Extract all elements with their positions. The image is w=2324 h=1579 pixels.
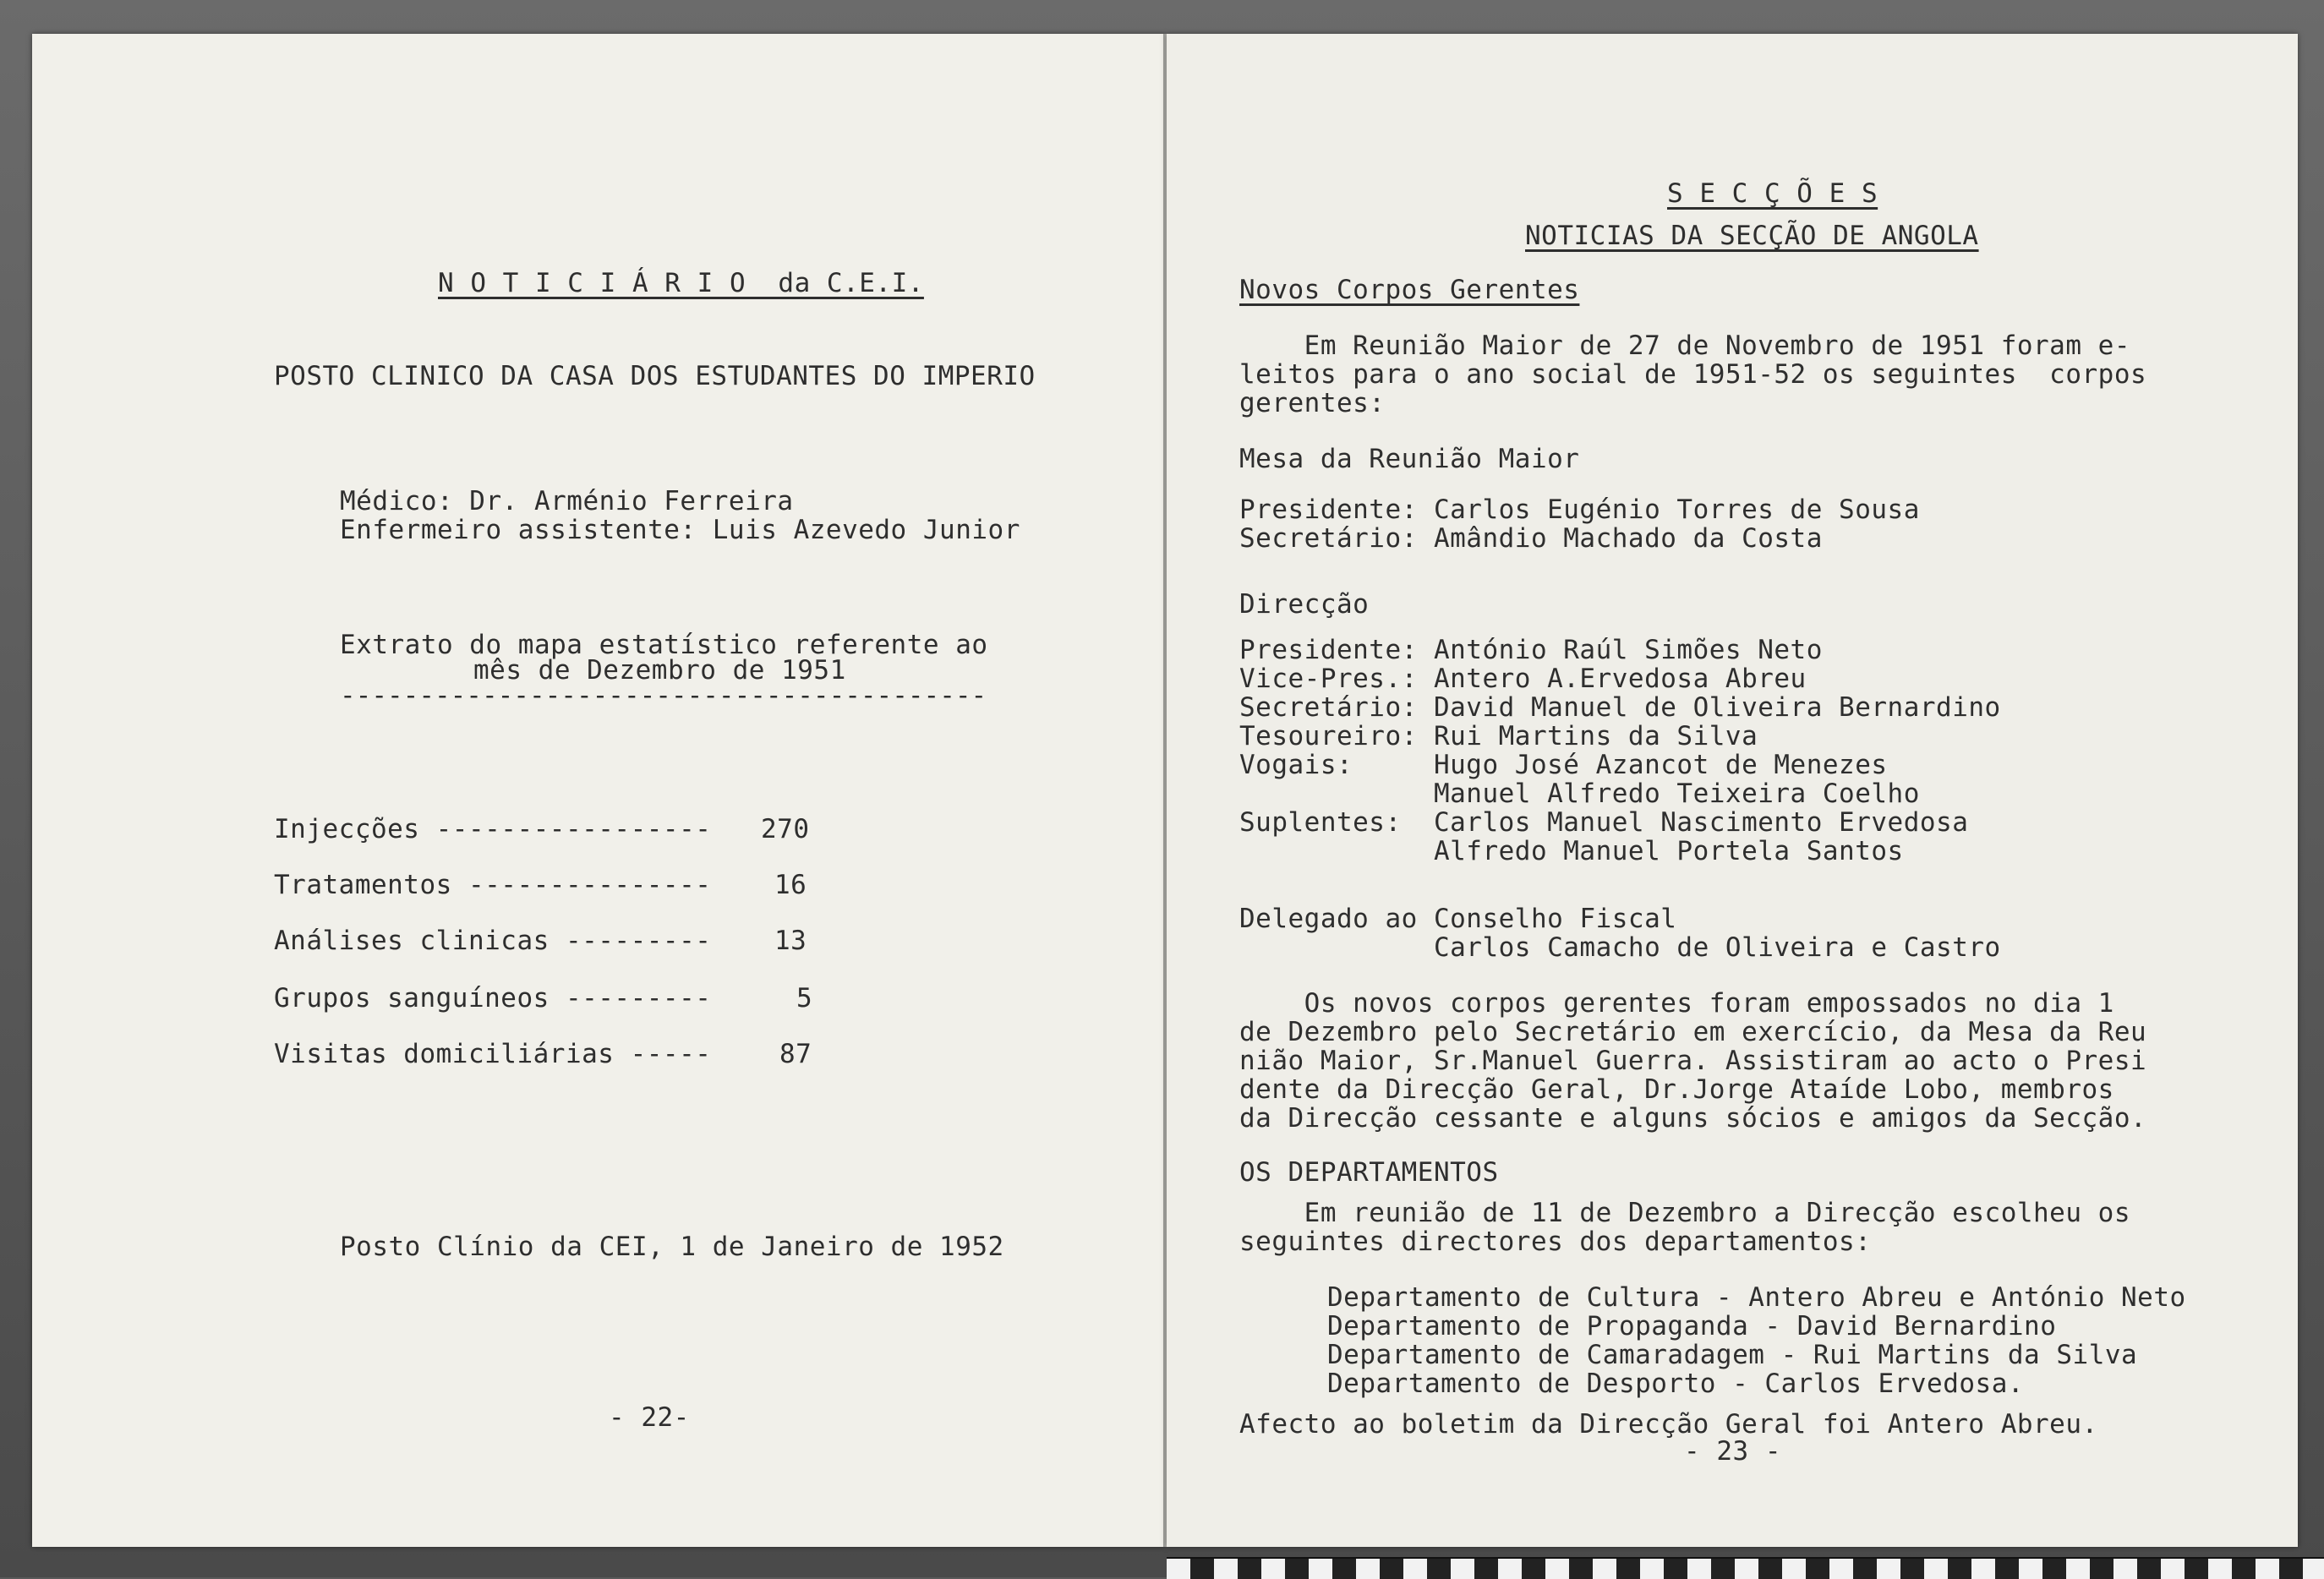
section-title: S E C Ç Õ E S [1667,178,1878,209]
stat-value: 87 [779,1039,812,1069]
clinic-heading: POSTO CLINICO DA CASA DOS ESTUDANTES DO IMPERIO [274,361,1036,391]
mesa-line: Presidente: Carlos Eugénio Torres de Sousa [1239,494,1920,525]
direccao-line: Secretário: David Manuel de Oliveira Bernardino [1239,692,2001,723]
page-number: - 23 - [1684,1436,1781,1467]
delegado-line: Delegado ao Conselho Fiscal [1239,904,1677,934]
direccao-line: Alfredo Manuel Portela Santos [1239,836,1904,866]
intro-line: Em Reunião Maior de 27 de Novembro de 1951 foram e- [1239,331,2130,361]
afecto-line: Afecto ao boletim da Direcção Geral foi Antero Abreu. [1239,1409,2098,1440]
stat-label: Grupos sanguíneos --------- [274,983,712,1014]
empossados-line: de Dezembro pelo Secretário em exercício, da Mesa da Reu [1239,1017,2147,1047]
direccao-line: Tesoureiro: Rui Martins da Silva [1239,721,1758,751]
stat-value: 16 [774,870,807,900]
departamento-line: Departamento de Desporto - Carlos Ervedosa. [1327,1369,2025,1399]
mesa-line: Secretário: Amândio Machado da Costa [1239,523,1823,554]
departamentos-intro: Em reunião de 11 de Dezembro a Direcção escolheu os [1239,1198,2130,1228]
departamentos-intro: seguintes directores dos departamentos: [1239,1227,1872,1257]
direccao-title: Direcção [1239,589,1370,620]
staff-line: Enfermeiro assistente: Luis Azevedo Junior [340,515,1020,545]
stat-value: 5 [796,983,813,1014]
direccao-line: Vice-Pres.: Antero A.Ervedosa Abreu [1239,664,1807,694]
staff-line: Médico: Dr. Arménio Ferreira [340,486,794,516]
extract-line: mês de Dezembro de 1951 [473,655,846,686]
page-number: - 22- [609,1402,690,1433]
separator-line: ----------------------------------------- [340,680,987,711]
departamento-line: Departamento de Camaradagem - Rui Martins da Silva [1327,1340,2138,1370]
stat-label: Tratamentos --------------- [274,870,712,900]
direccao-line: Manuel Alfredo Teixeira Coelho [1239,779,1920,809]
empossados-line: da Direcção cessante e alguns sócios e amigos da Secção. [1239,1103,2147,1134]
empossados-line: Os novos corpos gerentes foram empossados no dia 1 [1239,988,2114,1019]
left-page-title: N O T I C I Á R I O da C.E.I. [438,268,924,298]
stat-label: Visitas domiciliárias ----- [274,1039,712,1069]
clinic-footer: Posto Clínio da CEI, 1 de Janeiro de 1952 [340,1232,1004,1262]
direccao-line: Presidente: António Raúl Simões Neto [1239,635,1823,665]
mesa-title: Mesa da Reunião Maior [1239,444,1580,474]
stat-label: Análises clinicas --------- [274,926,712,956]
empossados-line: nião Maior, Sr.Manuel Guerra. Assistiram ao acto o Presi [1239,1046,2147,1076]
departamento-line: Departamento de Cultura - Antero Abreu e António Neto [1327,1282,2186,1313]
section-subtitle: NOTICIAS DA SECÇÃO DE ANGOLA [1525,221,1979,251]
departamento-line: Departamento de Propaganda - David Bernardino [1327,1311,2057,1341]
left-page [32,34,1165,1547]
subheading: Novos Corpos Gerentes [1239,275,1580,305]
scale-ruler [1167,1557,2324,1579]
delegado-line: Carlos Camacho de Oliveira e Castro [1239,932,2001,963]
direccao-line: Suplentes: Carlos Manuel Nascimento Ervedosa [1239,807,1969,838]
extract-line: Extrato do mapa estatístico referente ao [340,630,988,660]
departamentos-title: OS DEPARTAMENTOS [1239,1157,1499,1188]
intro-line: leitos para o ano social de 1951-52 os seguintes corpos [1239,359,2147,390]
right-page [1167,34,2298,1547]
empossados-line: dente da Direcção Geral, Dr.Jorge Ataíde Lobo, membros [1239,1074,2114,1105]
stat-value: 13 [774,926,807,956]
stat-label: Injecções ----------------- [274,814,712,844]
direccao-line: Vogais: Hugo José Azancot de Menezes [1239,750,1888,780]
intro-line: gerentes: [1239,388,1386,418]
stat-value: 270 [761,814,810,844]
